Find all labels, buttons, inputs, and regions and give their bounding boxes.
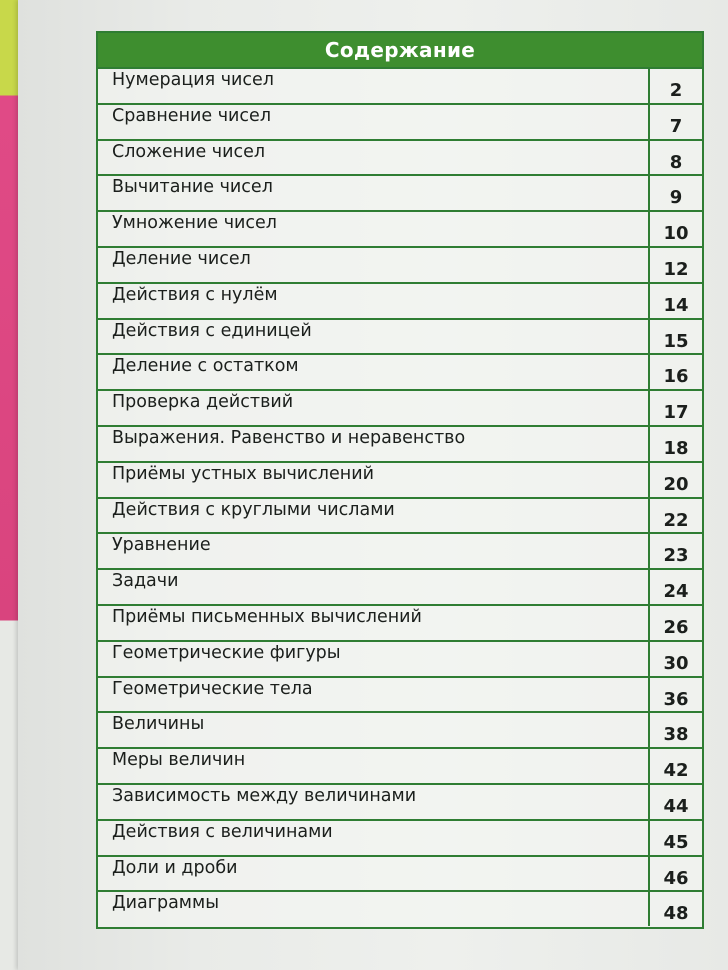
toc-item-page: 48	[648, 892, 702, 926]
toc-item-title: Приёмы устных вычислений	[112, 463, 374, 484]
toc-item-page: 10	[648, 212, 702, 246]
toc-item-page: 7	[648, 105, 702, 139]
toc-item-page: 2	[648, 69, 702, 103]
toc-row[interactable]	[98, 890, 702, 926]
toc-item-title: Действия с нулём	[112, 284, 278, 305]
toc-row[interactable]	[98, 461, 702, 497]
toc-item-page: 45	[648, 821, 702, 855]
toc-row[interactable]	[98, 676, 702, 712]
toc-row[interactable]	[98, 783, 702, 819]
toc-item-title: Действия с единицей	[112, 320, 312, 341]
toc-item-title: Доли и дроби	[112, 857, 238, 878]
toc-item-title: Вычитание чисел	[112, 177, 273, 198]
toc-row[interactable]	[98, 282, 702, 318]
toc-item-page: 14	[648, 284, 702, 318]
toc-row[interactable]	[98, 747, 702, 783]
toc-item-page: 15	[648, 320, 702, 354]
toc-item-title: Выражения. Равенство и неравенство	[112, 427, 466, 448]
toc-item-title: Нумерация чисел	[112, 70, 274, 90]
toc-item-title: Умножение чисел	[112, 213, 277, 234]
toc-item-title: Диаграммы	[112, 893, 220, 914]
toc-item-title: Задачи	[112, 571, 179, 592]
toc-item-title: Зависимость между величинами	[112, 785, 417, 806]
toc-item-page: 23	[648, 534, 702, 568]
toc-row[interactable]	[98, 139, 702, 175]
toc-row[interactable]	[98, 318, 702, 354]
toc-item-page: 42	[648, 749, 702, 783]
toc-row[interactable]	[98, 210, 702, 246]
toc-row[interactable]	[98, 532, 702, 568]
toc-row[interactable]	[98, 425, 702, 461]
toc-item-page: 8	[648, 141, 702, 175]
toc-item-title: Геометрические тела	[112, 678, 313, 699]
toc-item-title: Величины	[112, 714, 205, 735]
toc-row[interactable]	[98, 568, 702, 604]
toc-item-title: Уравнение	[112, 535, 211, 556]
toc-item-page: 20	[648, 463, 702, 497]
toc-item-page: 17	[648, 391, 702, 425]
toc-item-page: 18	[648, 427, 702, 461]
toc-title: Содержание	[98, 33, 702, 67]
toc-item-title: Сравнение чисел	[112, 105, 272, 126]
toc-item-page: 26	[648, 606, 702, 640]
toc-item-page: 30	[648, 642, 702, 676]
toc-row[interactable]	[98, 246, 702, 282]
toc-row[interactable]	[98, 353, 702, 389]
toc-row[interactable]	[98, 174, 702, 210]
toc-item-title: Действия с величинами	[112, 821, 333, 842]
toc-item-title: Действия с круглыми числами	[112, 499, 395, 520]
toc-item-page: 38	[648, 713, 702, 747]
toc-item-title: Меры величин	[112, 750, 246, 771]
toc-item-page: 12	[648, 248, 702, 282]
toc-row[interactable]	[98, 711, 702, 747]
toc-row[interactable]	[98, 497, 702, 533]
toc-row[interactable]	[98, 67, 702, 103]
toc-row[interactable]	[98, 389, 702, 425]
toc-item-title: Проверка действий	[112, 392, 294, 413]
book-page	[18, 0, 728, 970]
toc-item-page: 24	[648, 570, 702, 604]
toc-row[interactable]	[98, 103, 702, 139]
toc-row[interactable]	[98, 819, 702, 855]
toc-row[interactable]	[98, 604, 702, 640]
toc-item-page: 9	[648, 176, 702, 210]
toc-item-title: Деление чисел	[112, 248, 251, 269]
toc-item-page: 46	[648, 857, 702, 891]
toc-item-title: Сложение чисел	[112, 141, 266, 162]
toc-item-page: 16	[648, 355, 702, 389]
toc-item-page: 22	[648, 499, 702, 533]
toc-item-page: 44	[648, 785, 702, 819]
toc-row[interactable]	[98, 855, 702, 891]
toc-item-page: 36	[648, 678, 702, 712]
toc-item-title: Деление с остатком	[112, 356, 299, 377]
toc-item-title: Приёмы письменных вычислений	[112, 606, 422, 627]
table-of-contents	[96, 31, 704, 929]
toc-row[interactable]	[98, 640, 702, 676]
toc-item-title: Геометрические фигуры	[112, 642, 341, 663]
